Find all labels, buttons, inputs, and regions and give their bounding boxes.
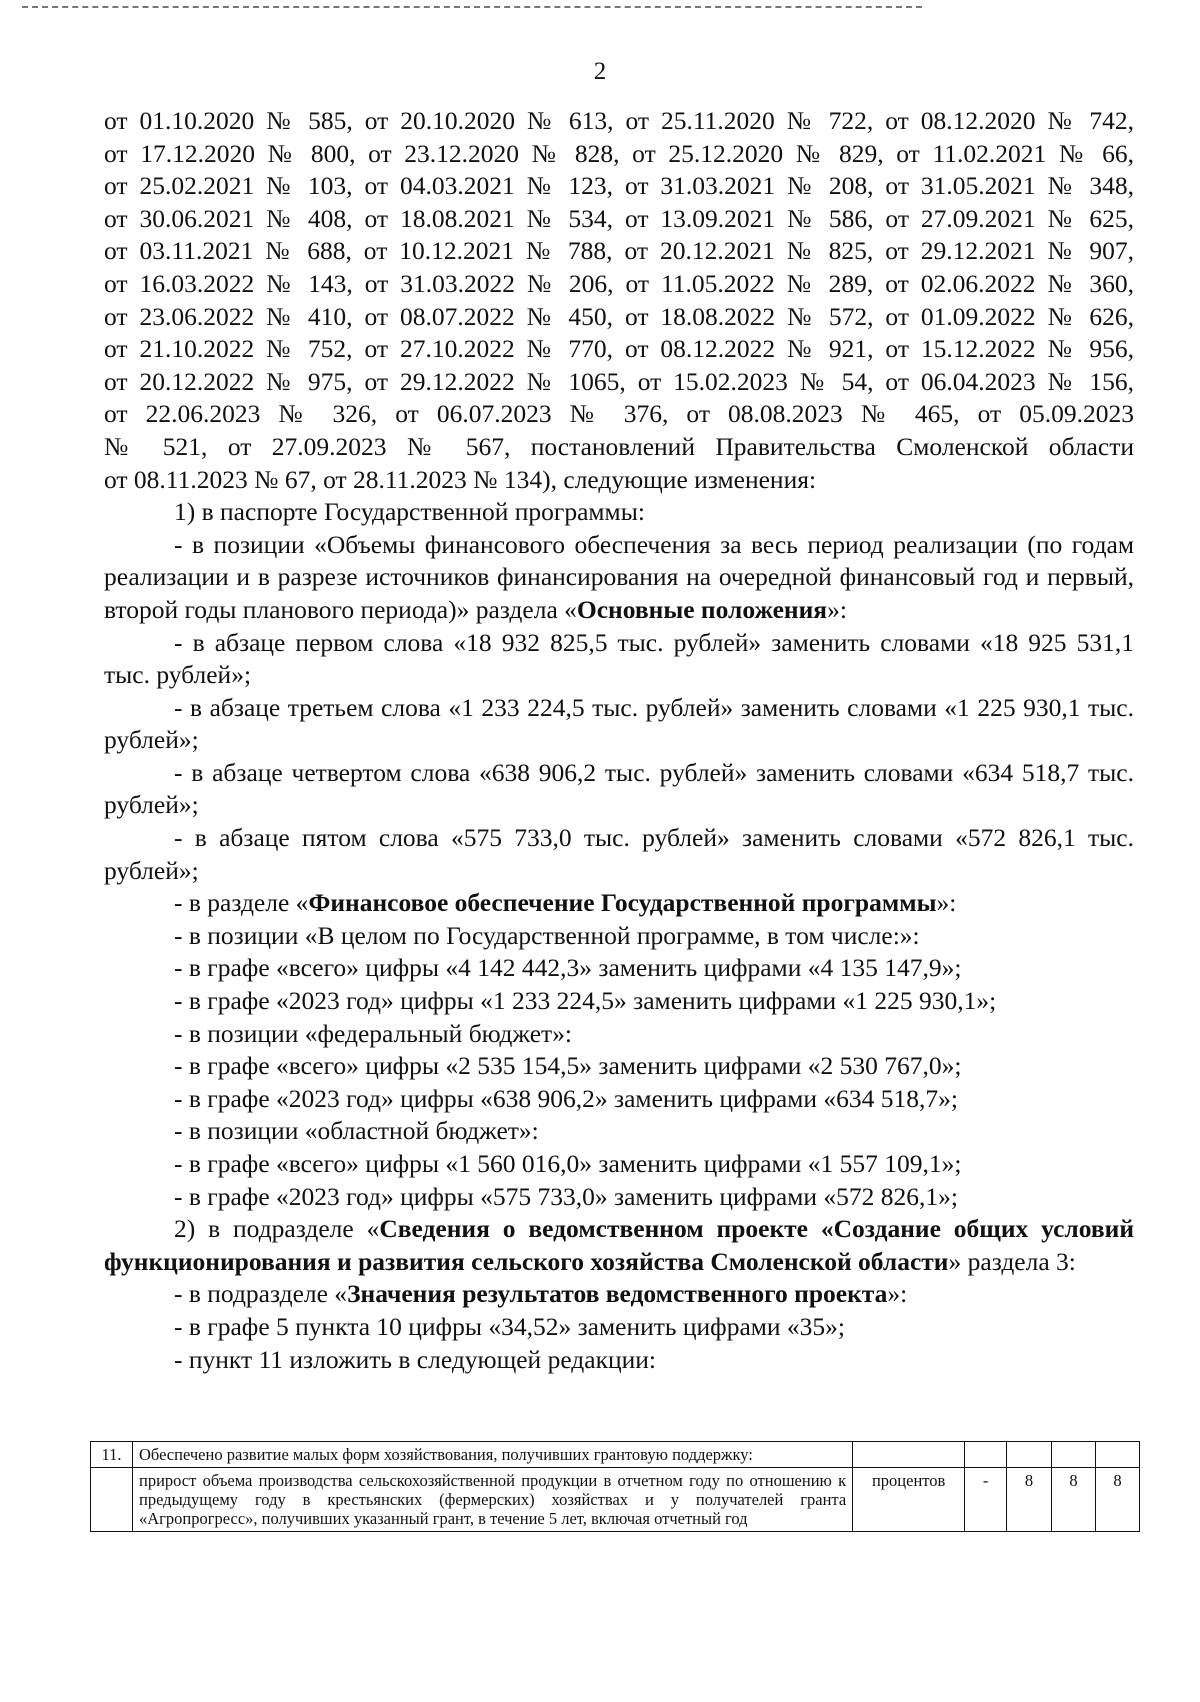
empty-cell (965, 1442, 1007, 1468)
decree-ref-line: от 25.02.2021 № 103, от 04.03.2021 № 123, от 31.03.2021 № 208, от 31.05.2021 № 348, (104, 171, 1134, 201)
replacement-line: - в абзаце первом слова «18 932 825,5 тыс. рублей» заменить словами «18 925 531,1 тыс. рублей»; (104, 627, 1134, 690)
subsection-post: »: (887, 1279, 908, 1309)
item1-position-end: »: (827, 594, 847, 624)
decree-ref-line: от 23.06.2022 № 410, от 08.07.2022 № 450, от 18.08.2022 № 572, от 01.09.2022 № 626, (104, 301, 1134, 331)
item1-position (104, 529, 1134, 627)
item2-post: » раздела 3: (948, 1246, 1076, 1276)
decree-ref-line: № 521, от 27.09.2023 № 567, постановлений Правительства Смоленской области (104, 431, 1134, 461)
fin-line: - в позиции «В целом по Государственной программе, в том числе:»: (174, 920, 920, 950)
empty-cell (1052, 1442, 1096, 1468)
fin-line: - в графе «всего» цифры «4 142 442,3» заменить цифрами «4 135 147,9»; (174, 953, 962, 983)
fin-section-bold: Финансовое обеспечение Государственной программы (308, 888, 937, 918)
fin-line: - в графе «2023 год» цифры «638 906,2» заменить цифрами «634 518,7»; (174, 1083, 958, 1113)
item2-pre: 2) в подразделе « (174, 1214, 380, 1244)
item1-position-text: - в позиции «Объемы финансового обеспечения за весь период реализации (по годам реализации и в разрезе источников финансирования на очередной финансовый год и первый, второй годы планового периода)» раздела « (104, 529, 1134, 624)
page-number: 2 (593, 58, 607, 85)
empty-cell (1007, 1442, 1052, 1468)
fin-section-line (104, 887, 1134, 920)
fin-line: - в графе «всего» цифры «1 560 016,0» заменить цифрами «1 557 109,1»; (174, 1149, 962, 1178)
fin-line: - в позиции «федеральный бюджет»: (174, 1018, 572, 1048)
subsection-line (104, 1278, 1134, 1311)
empty-cell (853, 1442, 965, 1468)
decree-ref-line: от 17.12.2020 № 800, от 23.12.2020 № 828, от 25.12.2020 № 829, от 11.02.2021 № 66, (104, 138, 1134, 168)
result-title: Обеспечено развитие малых форм хозяйствования, получивших грантовую поддержку: (132, 1442, 852, 1468)
value-cell: 8 (1095, 1468, 1139, 1532)
subsection-bold: Значения результатов ведомственного проекта (347, 1279, 888, 1309)
scan-edge-line (22, 6, 922, 8)
item2-bold: Сведения о ведомственном проекте «Создание общих условий функционирования и развития сельского хозяйства Смоленской области (104, 1214, 1135, 1276)
value-cell: 8 (1052, 1468, 1096, 1532)
fin-line: - в графе «2023 год» цифры «575 733,0» заменить цифрами «572 826,1»; (174, 1181, 958, 1211)
empty-cell (91, 1468, 133, 1532)
decree-ref-line: от 01.10.2020 № 585, от 20.10.2020 № 613, от 25.11.2020 № 722, от 08.12.2020 № 742, (104, 106, 1134, 135)
item1-position-bold: Основные положения (576, 594, 828, 624)
decree-ref-end: от 08.11.2023 № 67, от 28.11.2023 № 134), следующие изменения: (104, 464, 817, 494)
empty-cell (1095, 1442, 1139, 1468)
fin-section-pre: - в разделе « (174, 888, 309, 918)
fin-line: - в графе «2023 год» цифры «1 233 224,5» заменить цифрами «1 225 930,1»; (174, 986, 997, 1016)
decree-ref-line: от 21.10.2022 № 752, от 27.10.2022 № 770, от 08.12.2022 № 921, от 15.12.2022 № 956, (104, 334, 1134, 364)
fin-section-post: »: (936, 888, 957, 918)
item2-line (104, 1213, 1134, 1278)
fin-line: - в графе «всего» цифры «2 535 154,5» заменить цифрами «2 530 767,0»; (174, 1051, 962, 1081)
results-table (90, 1441, 1140, 1532)
replacement-line: - в абзаце четвертом слова «638 906,2 тыс. рублей» заменить словами «634 518,7 тыс. рублей»; (104, 757, 1134, 820)
decree-ref-line: от 20.12.2022 № 975, от 29.12.2022 № 1065, от 15.02.2023 № 54, от 06.04.2023 № 156, (104, 366, 1134, 396)
unit-cell: процентов (853, 1468, 965, 1532)
indicator-text: прирост объема производства сельскохозяйственной продукции в отчетном году по отношению к предыдущему году в крестьянских (фермерских) хозяйствах и у получателей гранта «Агропрогресс», получивших указанный грант, в течение 5 лет, включая отчетный год (132, 1468, 852, 1532)
item1-title: 1) в паспорте Государственной программы: (174, 497, 645, 527)
decree-ref-line: от 30.06.2021 № 408, от 18.08.2021 № 534, от 13.09.2021 № 586, от 27.09.2021 № 625, (104, 203, 1134, 233)
value-cell: - (965, 1468, 1007, 1532)
fin-line: - в позиции «областной бюджет»: (174, 1116, 539, 1146)
table-row (91, 1442, 1140, 1468)
replacement-line: - в абзаце пятом слова «575 733,0 тыс. рублей» заменить словами «572 826,1 тыс. рублей»; (104, 823, 1134, 885)
decree-ref-line: от 16.03.2022 № 143, от 31.03.2022 № 206, от 11.05.2022 № 289, от 02.06.2022 № 360, (104, 268, 1134, 298)
table-row (91, 1468, 1140, 1532)
column5-line: - в графе 5 пункта 10 цифры «34,52» заменить цифрами «35»; (174, 1311, 846, 1341)
value-cell: 8 (1007, 1468, 1052, 1532)
replacement-line: - в абзаце третьем слова «1 233 224,5 тыс. рублей» заменить словами «1 225 930,1 тыс. рублей»; (104, 692, 1134, 755)
decree-ref-line: от 22.06.2023 № 326, от 06.07.2023 № 376, от 08.08.2023 № 465, от 05.09.2023 (104, 399, 1134, 429)
item11-line: - пункт 11 изложить в следующей редакции: (174, 1344, 657, 1374)
subsection-pre: - в подразделе « (174, 1279, 348, 1309)
document-body (104, 105, 1134, 1376)
decree-ref-line: от 03.11.2021 № 688, от 10.12.2021 № 788, от 20.12.2021 № 825, от 29.12.2021 № 907, (104, 236, 1134, 266)
row-number: 11. (91, 1442, 133, 1468)
